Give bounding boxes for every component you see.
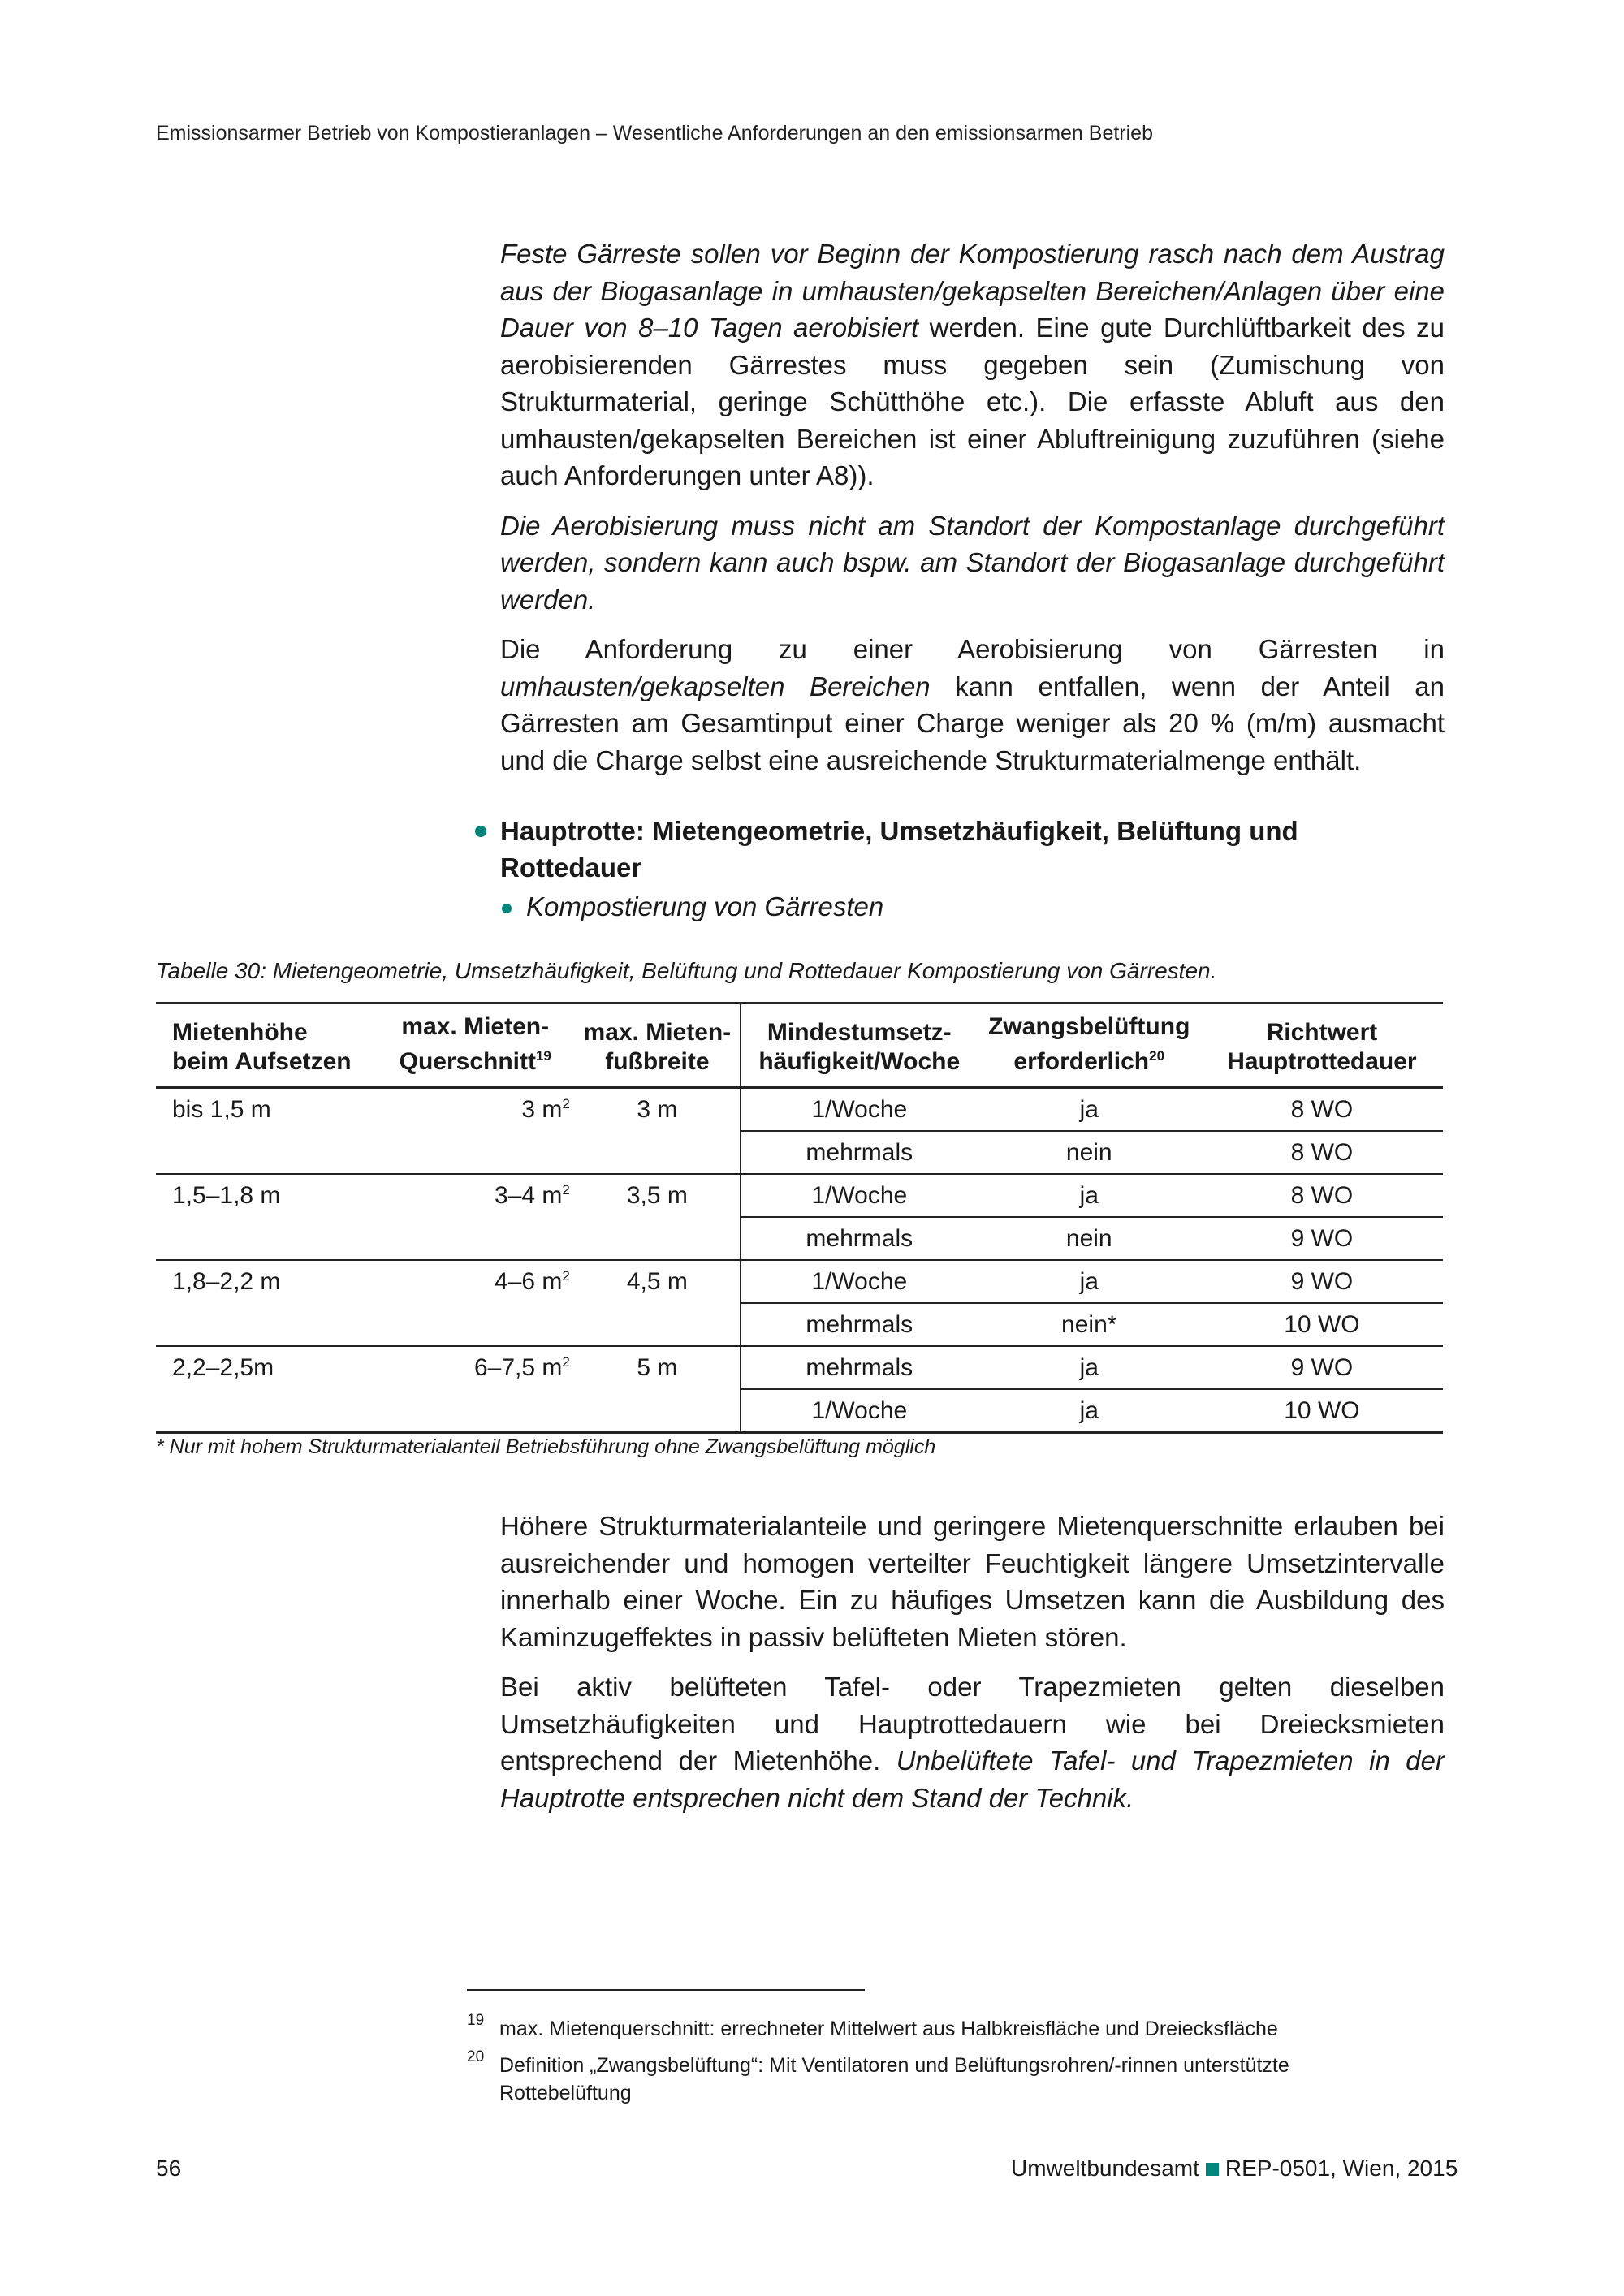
table-row: mehrmals nein 9 WO xyxy=(156,1217,1443,1260)
table-row: 1/Woche ja 10 WO xyxy=(156,1389,1443,1433)
table-header-row xyxy=(156,1003,1443,1088)
column-header: Mietenhöhe beim Aufsetzen xyxy=(156,1003,376,1088)
body-block-1 xyxy=(500,235,1445,792)
column-header: max. Mieten- Querschnitt$^{19}$ xyxy=(376,1003,575,1088)
paragraph: Höhere Strukturmaterialanteile und geringere Mietenquerschnitte erlauben bei ausreichender und homogen verteilter Feuchtigkeit längere Umsetzintervalle innerhalb einer Woche. Ein zu häufiges Umsetzen kann die Ausbildung des Kaminzugeffektes in passiv belüfteten Mieten stören. xyxy=(500,1511,1445,1652)
data-table xyxy=(156,1002,1443,1434)
paragraph: Bei aktiv belüfteten Tafel- oder Trapezmieten gelten dieselben Umsetzhäufigkeiten und Hauptrottedauern wie bei Dreiecksmieten entsprechend der Mietenhöhe. Unbelüftete Tafel- und Trapezmieten in der Hauptrotte entsprechen nicht dem Stand der Technik. xyxy=(500,1672,1445,1813)
footer-reference: Umweltbundesamt REP-0501, Wien, 2015 xyxy=(1011,2156,1458,2181)
bullet-sub: Kompostierung von Gärresten xyxy=(526,891,883,922)
table-row: bis 1,5 m 3 $m^2$ 3 m 1/Woche ja 8 WO xyxy=(156,1088,1443,1132)
table-row: mehrmals nein 8 WO xyxy=(156,1131,1443,1174)
column-header: Zwangsbelüftung erforderlich$^{20}$ xyxy=(978,1003,1201,1088)
paragraph: Die Anforderung zu einer Aerobisierung von Gärresten in umhausten/gekapselten Bereichen kann entfallen, wenn der Anteil an Gärresten am Gesamtinput einer Charge weniger als 20 % (m/m) ausmacht und die Charge selbst eine ausreichende Strukturmaterialmenge enthält. xyxy=(500,634,1445,775)
paragraph: Feste Gärreste sollen vor Beginn der Kompostierung rasch nach dem Austrag aus der Biogasanlage in umhausten/gekapselten Bereichen/Anlagen über eine Dauer von 8–10 Tagen aerobisiert werden. Eine gute Durchlüftbarkeit des zu aerobisierenden Gärrestes muss gegeben sein (Zumischung von Strukturmaterial, geringe Schütthöhe etc.). Die erfasste Abluft aus den umhausten/gekapselten Bereichen ist einer Abluftreinigung zuzuführen (siehe auch Anforderungen unter A8)). xyxy=(500,239,1445,490)
table-row: 1,5–1,8 m 3–4 $m^2$ 3,5 m 1/Woche ja 8 WO xyxy=(156,1174,1443,1217)
table-row: 1,8–2,2 m 4–6 $m^2$ 4,5 m 1/Woche ja 9 WO xyxy=(156,1260,1443,1303)
column-header: Richtwert Hauptrottedauer xyxy=(1201,1003,1443,1088)
paragraph: Die Aerobisierung muss nicht am Standort der Kompostanlage durchgeführt werden, sondern kann auch bspw. am Standort der Biogasanlage durchgeführt werden. xyxy=(500,510,1445,615)
table-row: 2,2–2,5m 6–7,5 $m^2$ 5 m mehrmals ja 9 WO xyxy=(156,1346,1443,1389)
table-caption: Tabelle 30: Mietengeometrie, Umsetzhäufigkeit, Belüftung und Rottedauer Kompostierung von Gärresten. xyxy=(156,958,1217,983)
column-header: Mindestumsetz- häufigkeit/Woche xyxy=(741,1003,978,1088)
column-header: max. Mieten- fußbreite xyxy=(575,1003,741,1088)
body-block-2 xyxy=(500,1508,1445,1829)
table-row: mehrmals nein* 10 WO xyxy=(156,1303,1443,1346)
footnote-divider xyxy=(467,1989,865,1991)
page-number: 56 xyxy=(156,2156,182,2181)
bullet-icon xyxy=(475,826,486,837)
table-note: * Nur mit hohem Strukturmaterialanteil Betriebsführung ohne Zwangsbelüftung möglich xyxy=(156,1435,936,1458)
bullet-icon xyxy=(502,904,512,913)
square-icon xyxy=(1206,2163,1219,2176)
running-header: Emissionsarmer Betrieb von Kompostieranlagen – Wesentliche Anforderungen an den emissionsarmen Betrieb xyxy=(156,122,1153,145)
